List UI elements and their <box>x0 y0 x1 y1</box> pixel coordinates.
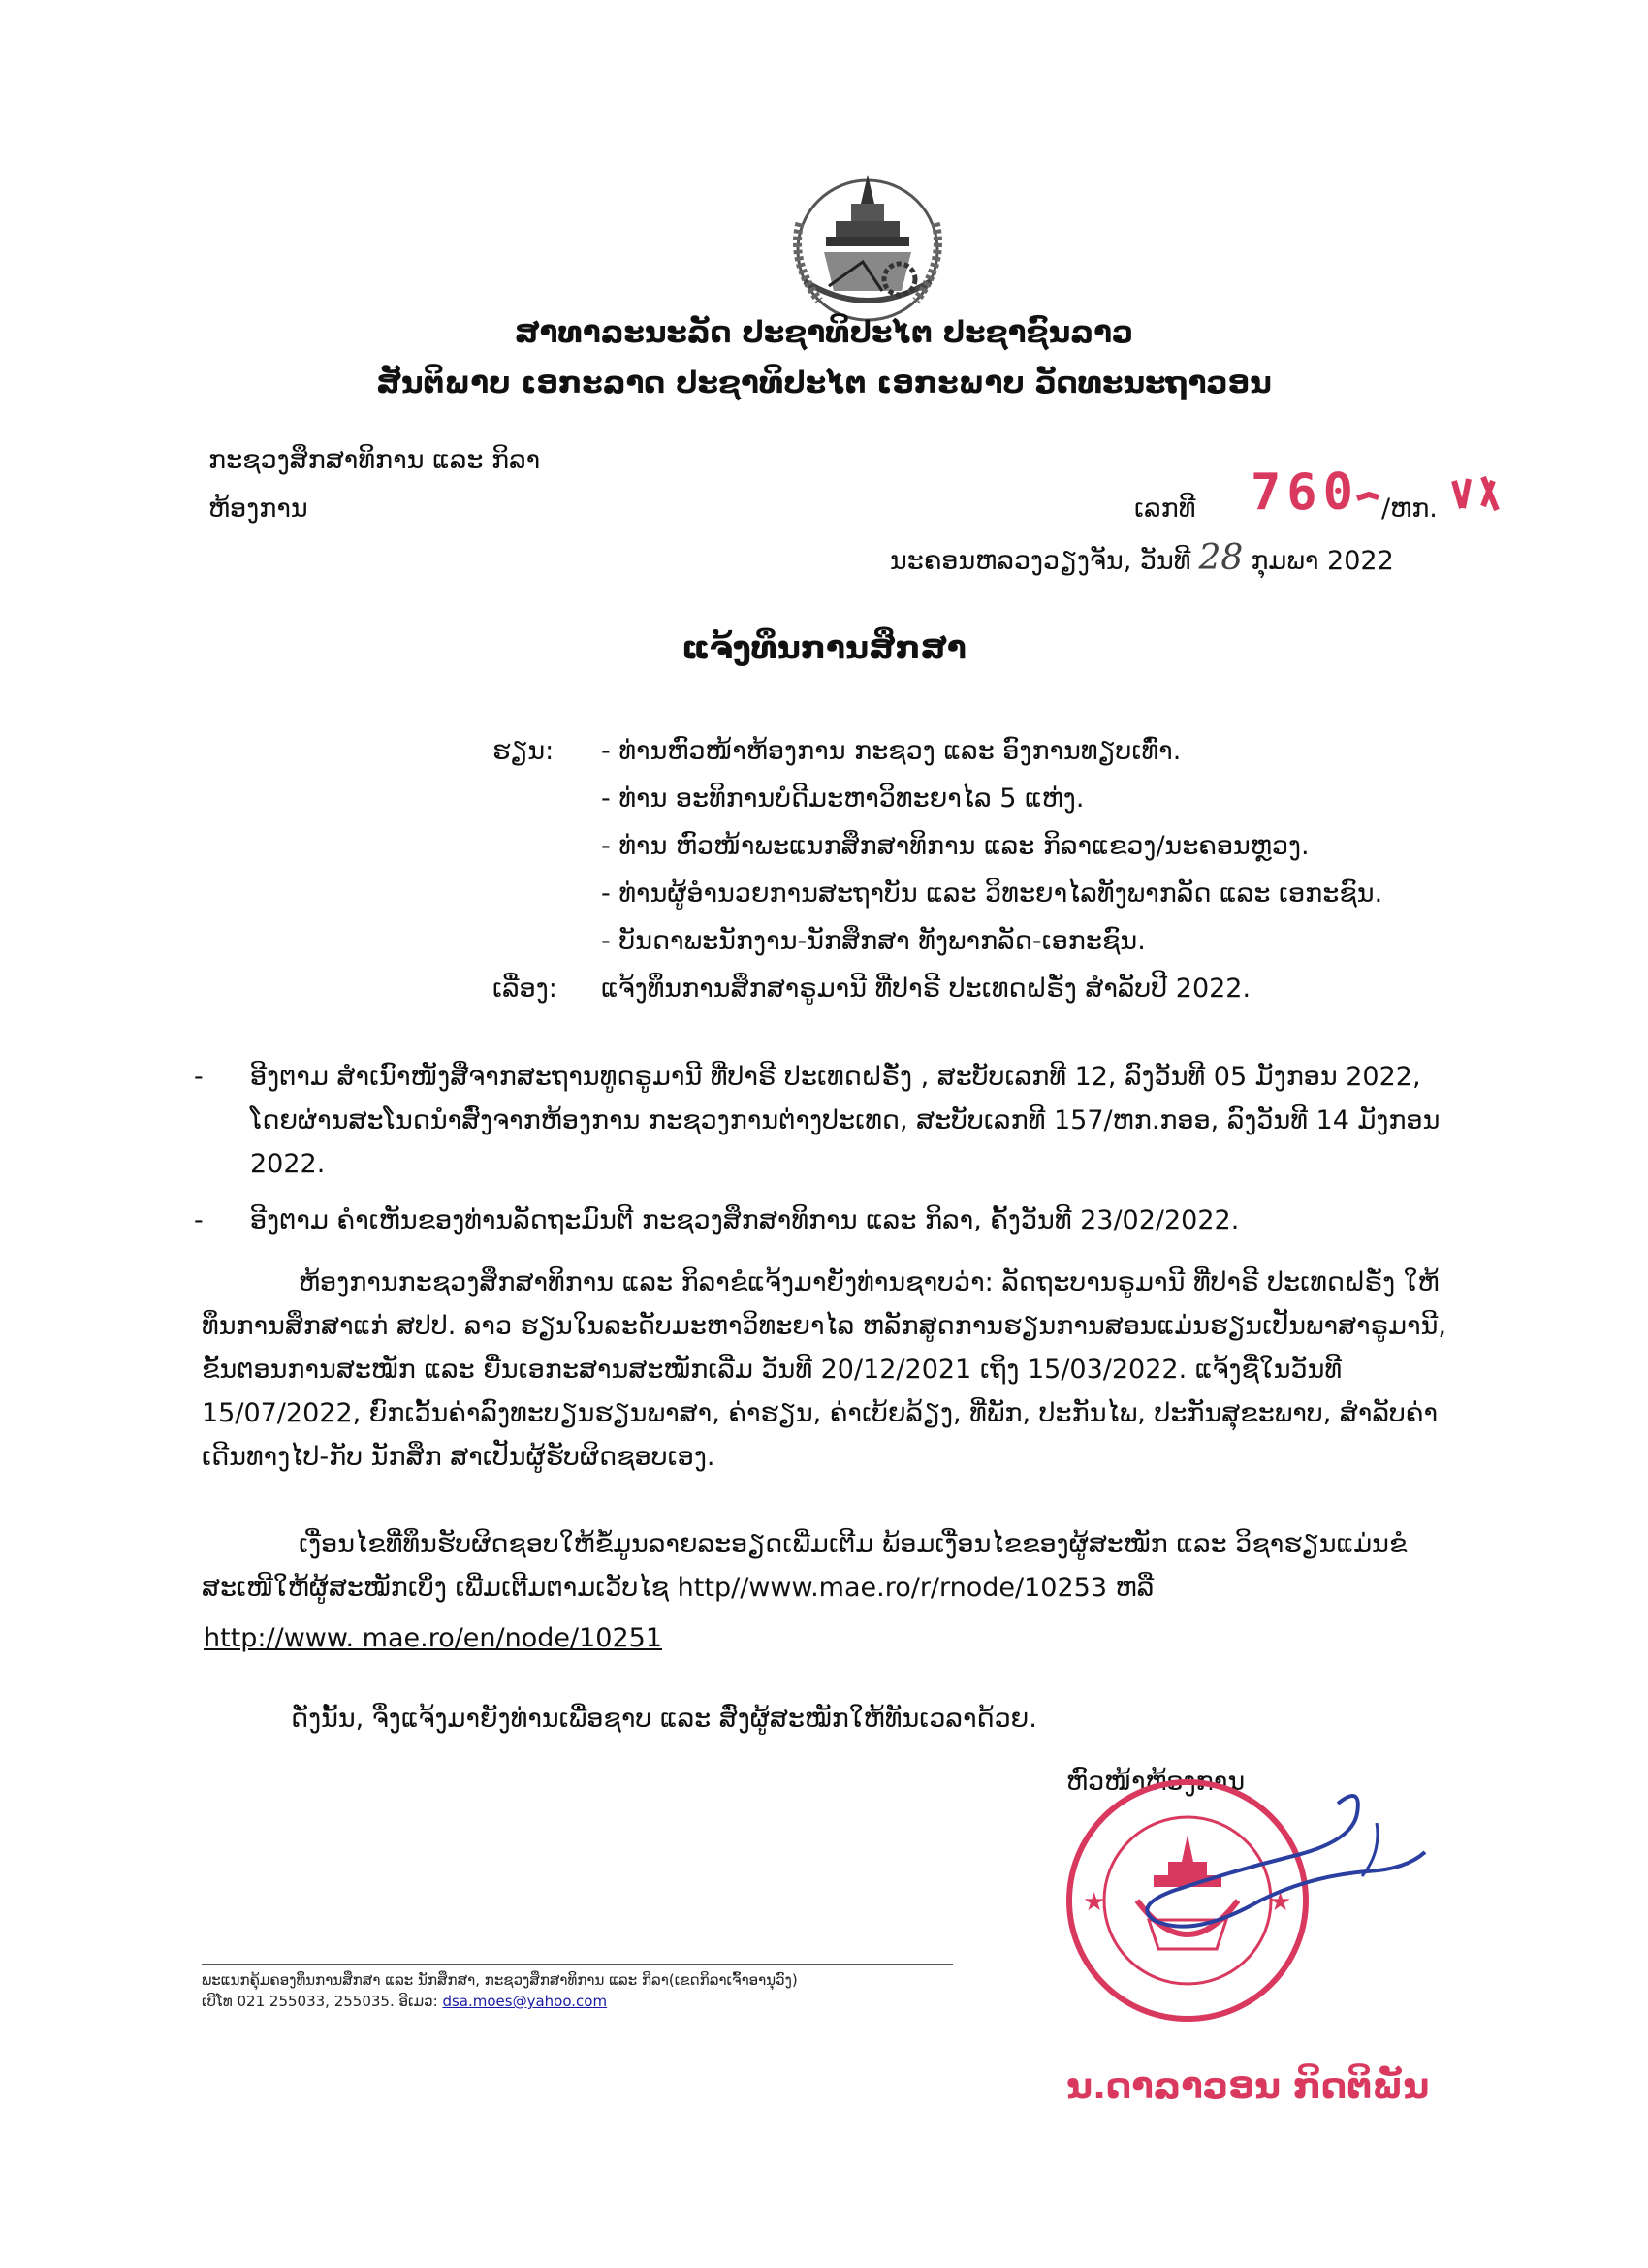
svg-text:★: ★ <box>1083 1888 1106 1917</box>
footer-contact <box>202 1992 607 2011</box>
footer-address: ພະແນກຄຸ້ມຄອງທຶນການສຶກສາ ແລະ ນັກສຶກສາ, ກະຊວງສຶກສາທິການ ແລະ ກິລາ(ເຂດກິລາເຈົ້າອານຸວົງ) <box>202 1971 798 1989</box>
subject-label: ເລື່ອງ: <box>492 974 557 1004</box>
document-number-stamp: 760 <box>1251 463 1359 522</box>
footer-phone: ເບີໂທ 021 255033, 255035. ອີເມວ: <box>202 1993 438 2010</box>
reference-text: ອີງຕາມ ຄຳເຫັນຂອງທ່ານລັດຖະມົນຕີ ກະຊວງສຶກສາທິການ ແລະ ກິລາ, ຄັ້ງວັນທີ 23/02/2022. <box>250 1205 1240 1235</box>
website-link[interactable]: http://www. mae.ro/en/node/10251 <box>204 1623 663 1653</box>
country-name: ສາທາລະນະລັດ ປະຊາທິປະໄຕ ປະຊາຊົນລາວ <box>514 315 1134 350</box>
handwritten-signature <box>1115 1784 1435 1959</box>
footer-divider <box>202 1964 953 1965</box>
national-emblem <box>766 165 969 330</box>
svg-text:★: ★ <box>1269 1888 1292 1917</box>
recipients-label: ຮຽນ: <box>492 736 555 766</box>
ministry-name: ກະຊວງສຶກສາທິການ ແລະ ກິລາ <box>208 445 541 475</box>
date-line <box>890 539 1394 581</box>
body-paragraph: ເງື່ອນໄຂທີ່ທຶນຮັບຜິດຊອບໃຫ້ຂໍ້ມູນລາຍລະອຽດເພີ່ມເຕີມ ພ້ອມເງື່ອນໄຂຂອງຜູ້ສະໝັກ ແລະ ວິຊາຮຽນແມ່ນຂໍສະເໜີໃຫ້ຜູ້ສະໝັກເບິ່ງ ເພີ່ມເຕີມຕາມເວັບໄຊ http//www.mae.ro/r/rnode/10253 ຫລື <box>202 1529 1408 1603</box>
recipient-item: - ທ່ານ ອະທິການບໍດີມະຫາວິທະຍາໄລ 5 ແຫ່ງ. <box>601 783 1085 814</box>
footer-email[interactable]: dsa.moes@yahoo.com <box>442 1993 608 2010</box>
closing-paragraph: ດັ່ງນັ້ນ, ຈຶ່ງແຈ້ງມາຍັງທ່ານເພື່ອຊາບ ແລະ ສົ່ງຜູ້ສະໝັກໃຫ້ທັນເວລາດ້ວຍ. <box>291 1704 1037 1734</box>
department-name: ຫ້ອງການ <box>208 494 308 524</box>
document-number-label: ເລກທີ <box>1134 494 1196 524</box>
list-dash: - <box>194 1205 204 1235</box>
recipient-item: - ທ່ານຫົວໜ້າຫ້ອງການ ກະຊວງ ແລະ ອົງການທຽບເທົ່າ. <box>601 736 1182 766</box>
recipient-item: - ບັນດາພະນັກງານ-ນັກສຶກສາ ທັງພາກລັດ-ເອກະຊົນ. <box>601 926 1146 956</box>
signatory-name: ນ.ດາລາວອນ ກິດຕິພັນ <box>1066 2065 1430 2107</box>
number-stamp-smudge <box>1338 462 1570 520</box>
body-paragraph: ຫ້ອງການກະຊວງສຶກສາທິການ ແລະ ກິລາຂໍແຈ້ງມາຍັງທ່ານຊາບວ່າ: ລັດຖະບານຣູມານີ ທີ່ປາຣີ ປະເທດຝຣັ່ງ ໃຫ້ທຶນການສຶກສາແກ່ ສປປ. ລາວ ຮຽນໃນລະດັບມະຫາວິທະຍາໄລ ຫລັກສູດການຮຽນການສອນແມ່ນຮຽນເປັນພາສາຣູມານີ, ຂັ້ນຕອນການສະໝັກ ແລະ ຍື່ນເອກະສານສະໝັກເລີ່ມ ວັນທີ 20/12/2021 ເຖິງ 15/03/2022. ແຈ້ງຊື່ໃນວັນທີ 15/07/2022, ຍົກເວັ້ນຄ່າລົງທະບຽນຮຽນພາສາ, ຄ່າຮຽນ, ຄ່າເບ້ຍລ້ຽງ, ທີ່ພັກ, ປະກັນໄພ, ປະກັນສຸຂະພາບ, ສຳລັບຄ່າເດີນທາງໄປ-ກັບ ນັກສຶກ ສາເປັນຜູ້ຮັບຜິດຊອບເອງ. <box>202 1267 1446 1472</box>
date-day-handwritten: 28 <box>1198 538 1244 578</box>
recipient-item: - ທ່ານຜູ້ອຳນວຍການສະຖາບັນ ແລະ ວິທະຍາໄລທັງພາກລັດ ແລະ ເອກະຊົນ. <box>601 878 1383 909</box>
national-motto: ສັນຕິພາບ ເອກະລາດ ປະຊາທິປະໄຕ ເອກະພາບ ວັດທະນະຖາວອນ <box>376 366 1272 400</box>
reference-item <box>194 1055 1454 1186</box>
date-month-year: ກຸມພາ 2022 <box>1251 546 1394 576</box>
date-place: ນະຄອນຫລວງວຽງຈັນ, ວັນທີ <box>890 546 1191 576</box>
recipient-item: - ທ່ານ ຫົວໜ້າພະແນກສຶກສາທິການ ແລະ ກິລາແຂວງ/ນະຄອນຫຼວງ. <box>601 831 1310 861</box>
document-title: ແຈ້ງທຶນການສຶກສາ <box>681 628 967 666</box>
reference-text: ອີງຕາມ ສຳເນົາໜັງສືຈາກສະຖານທູດຣູມານີ ທີ່ປາຣີ ປະເທດຝຣັ່ງ , ສະບັບເລກທີ 12, ລົງວັນທີ 05 ມັງກອນ 2022, ໂດຍຜ່ານສະໂນດນຳສົ່ງຈາກຫ້ອງການ ກະຊວງການຕ່າງປະເທດ, ສະບັບເລກທີ 157/ຫກ.ກອອ, ລົງວັນທີ 14 ມັງກອນ 2022. <box>250 1062 1441 1179</box>
signatory-title: ຫົວໜ້າຫ້ອງການ <box>1066 1767 1246 1797</box>
subject-text: ແຈ້ງທຶນການສຶກສາຣູມານີ ທີ່ປາຣີ ປະເທດຝຣັ່ງ ສຳລັບປີ 2022. <box>601 974 1252 1004</box>
reference-item <box>194 1198 1454 1242</box>
document-number-suffix: /ຫກ. <box>1381 494 1438 524</box>
list-dash: - <box>194 1062 204 1092</box>
